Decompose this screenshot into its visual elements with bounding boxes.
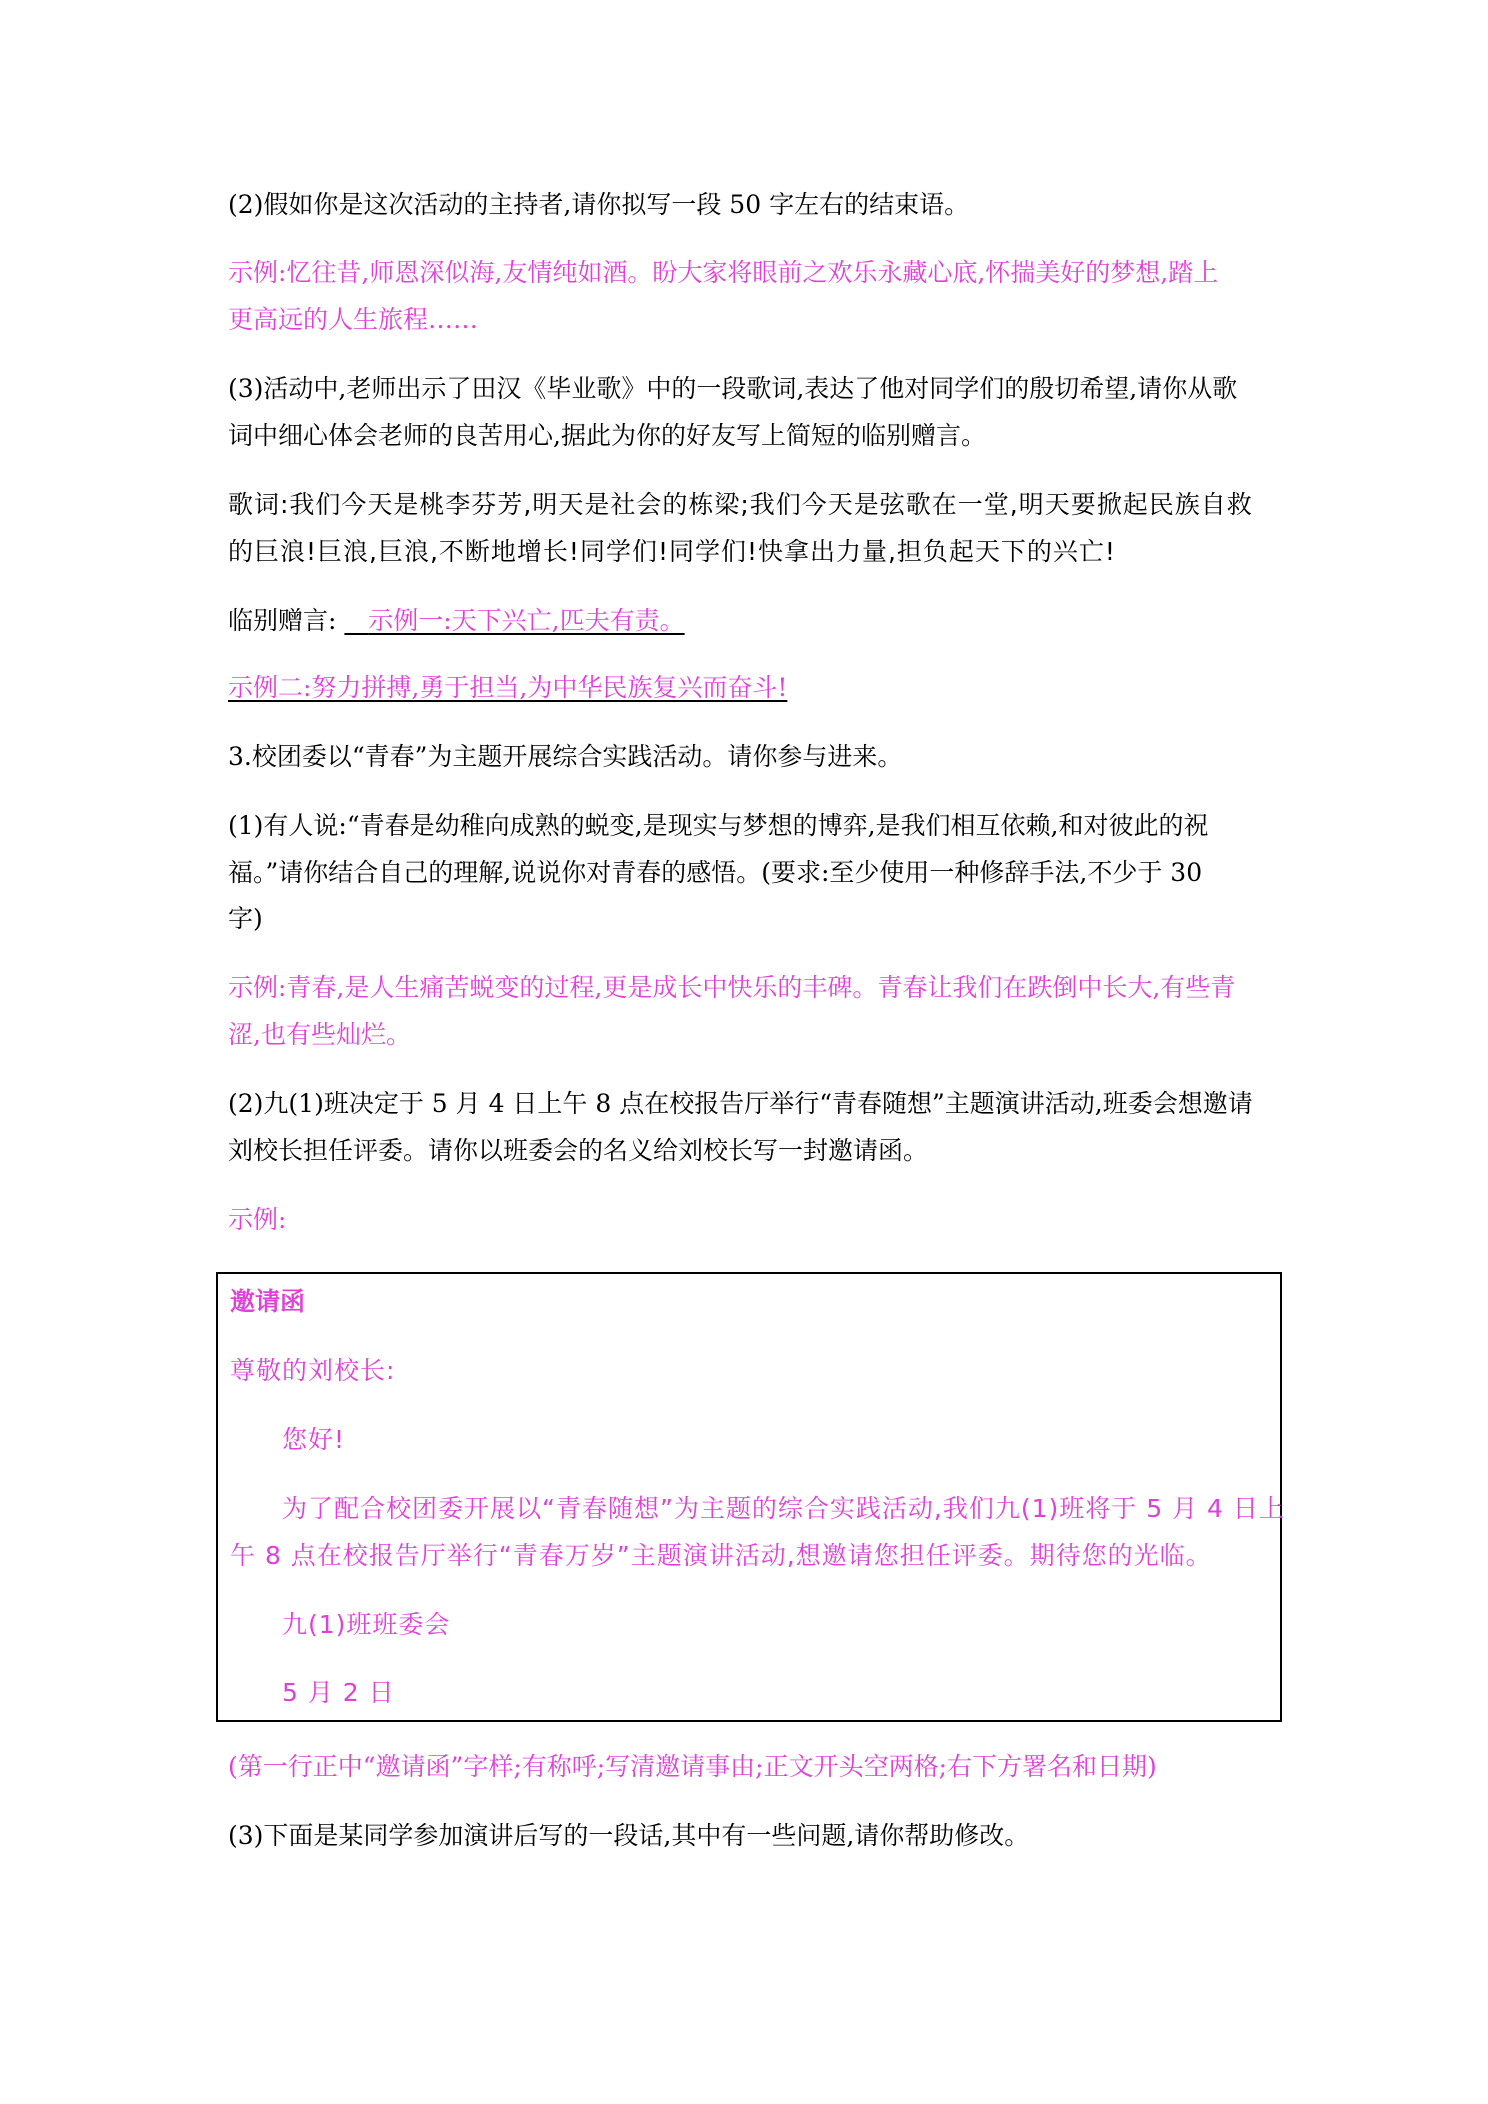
farewell-answer-2-blank (228, 673, 811, 702)
question-2-3-prompt-line-2: 词中细心体会老师的良苦用心,据此为你的好友写上简短的临别赠言。 (228, 421, 986, 450)
question-3-intro: 3.校团委以“青春”为主题开展综合实践活动。请你参与进来。 (228, 742, 903, 771)
question-2-3-prompt-line-1: (3)活动中,老师出示了田汉《毕业歌》中的一段歌词,表达了他对同学们的殷切希望,请你从歌 (228, 374, 1238, 403)
question-2-2-answer-line-2: 更高远的人生旅程…… (228, 305, 479, 334)
question-3-2-line-1: (2)九(1)班决定于 5 月 4 日上午 8 点在校报告厅举行“青春随想”主题演讲活动,班委会想邀请 (228, 1089, 1253, 1118)
question-3-2-line-2: 刘校长担任评委。请你以班委会的名义给刘校长写一封邀请函。 (228, 1136, 929, 1165)
question-3-1-answer-line-2: 涩,也有些灿烂。 (228, 1020, 411, 1049)
farewell-answer-1-blank (344, 606, 724, 635)
question-3-1-answer-line-1: 示例:青春,是人生痛苦蜕变的过程,更是成长中快乐的丰碑。青春让我们在跌倒中长大,有些青 (228, 973, 1236, 1002)
farewell-answer-1: 示例一:天下兴亡,匹夫有责。 (368, 606, 685, 635)
question-3-3-prompt: (3)下面是某同学参加演讲后写的一段话,其中有一些问题,请你帮助修改。 (228, 1821, 1030, 1850)
question-3-1-line-1: (1)有人说:“青春是幼稚向成熟的蜕变,是现实与梦想的博弈,是我们相互依赖,和对彼此的祝 (228, 811, 1209, 840)
question-3-2-answer-note: (第一行正中“邀请函”字样;有称呼;写清邀请事由;正文开头空两格;右下方署名和日期) (228, 1752, 1157, 1781)
invitation-letter-box (216, 1272, 1285, 1722)
invitation-date: 5 月 2 日 (282, 1678, 395, 1707)
invitation-signature: 九(1)班班委会 (282, 1610, 451, 1639)
farewell-answer-2: 示例二:努力拼搏,勇于担当,为中华民族复兴而奋斗! (228, 673, 788, 702)
lyrics-line-2: 的巨浪!巨浪,巨浪,不断地增长!同学们!同学们!快拿出力量,担负起天下的兴亡! (228, 537, 1116, 566)
farewell-row (228, 606, 725, 636)
farewell-row-2 (228, 673, 811, 703)
question-3-1-line-3: 字) (228, 904, 263, 933)
lyrics-line-1: 歌词:我们今天是桃李芬芳,明天是社会的栋梁;我们今天是弦歌在一堂,明天要掀起民族自救 (228, 490, 1253, 519)
question-2-2-answer-line-1: 示例:忆往昔,师恩深似海,友情纯如酒。盼大家将眼前之欢乐永藏心底,怀揣美好的梦想,踏上 (228, 258, 1219, 287)
invitation-body-line-2: 午 8 点在校报告厅举行“青春万岁”主题演讲活动,想邀请您担任评委。期待您的光临。 (230, 1541, 1212, 1570)
invitation-body-line-1: 为了配合校团委开展以“青春随想”为主题的综合实践活动,我们九(1)班将于 5 月 4 日上 (282, 1494, 1285, 1523)
question-3-2-answer-label: 示例: (228, 1205, 287, 1234)
question-2-2-prompt: (2)假如你是这次活动的主持者,请你拟写一段 50 字左右的结束语。 (228, 190, 970, 219)
invitation-greeting: 您好! (282, 1425, 346, 1454)
invitation-title: 邀请函 (230, 1287, 306, 1316)
farewell-label: 临别赠言: (228, 606, 337, 635)
invitation-salutation: 尊敬的刘校长: (230, 1356, 396, 1385)
question-3-1-line-2: 福。”请你结合自己的理解,说说你对青春的感悟。(要求:至少使用一种修辞手法,不少于 30 (228, 858, 1203, 887)
